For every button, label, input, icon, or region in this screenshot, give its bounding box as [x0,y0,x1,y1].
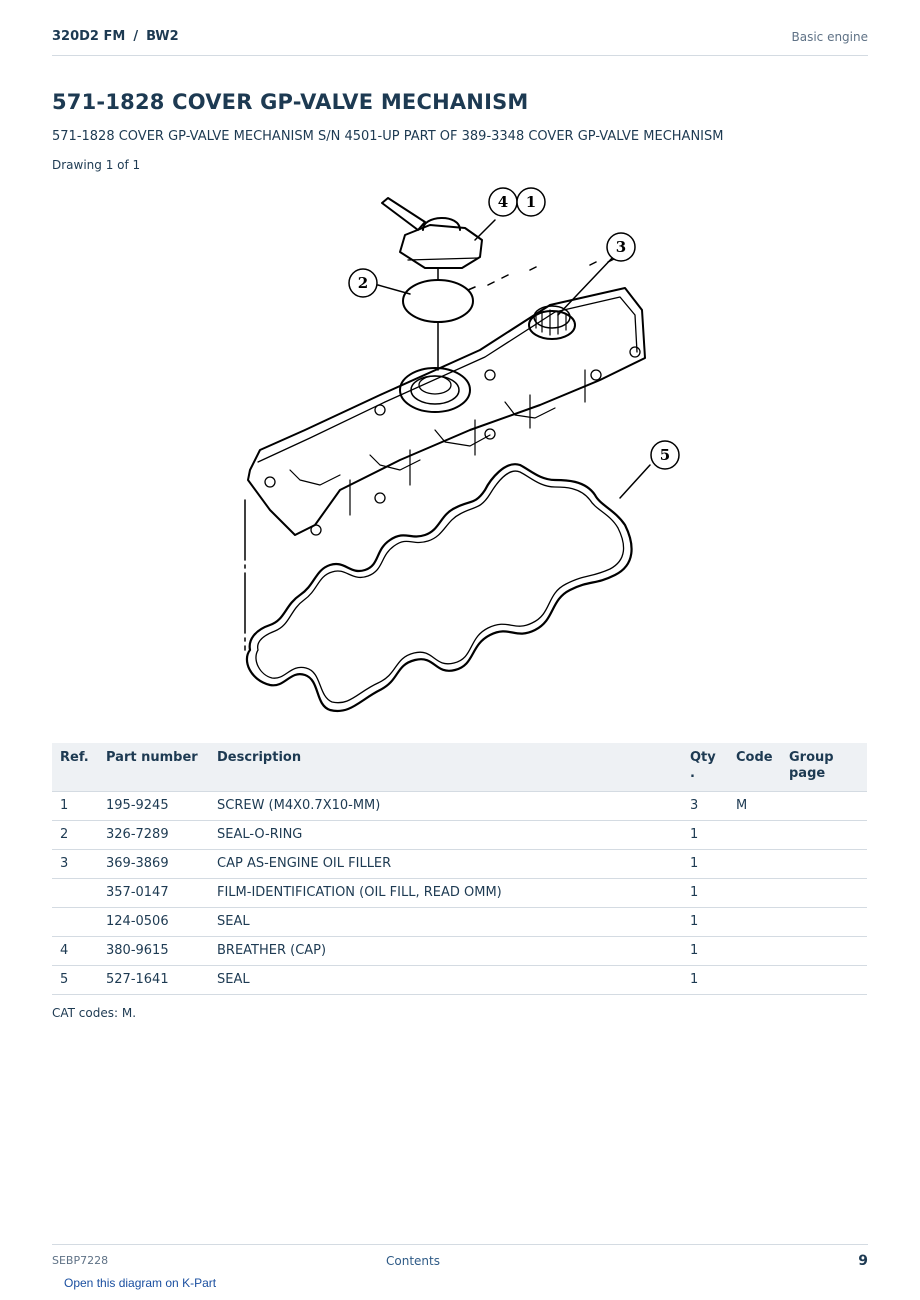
table-row [52,792,867,821]
col-code: Code [728,743,781,792]
page-footer [52,1244,868,1274]
document-id: SEBP7228 [52,1254,109,1267]
cell-part-number: 380-9615 [98,937,209,966]
cell-part-number: 124-0506 [98,908,209,937]
contents-link[interactable]: Contents [386,1254,440,1268]
col-group-page: Group page [781,743,867,792]
cell-ref: 3 [52,850,98,879]
open-diagram-kpart-link[interactable]: Open this diagram on K-Part [64,1276,217,1290]
page-subtitle: 571-1828 COVER GP-VALVE MECHANISM S/N 4501-UP PART OF 389-3348 COVER GP-VALVE MECHANISM [52,129,724,144]
cell-code [728,908,781,937]
cell-ref: 2 [52,821,98,850]
cell-code [728,850,781,879]
breadcrumb-separator: / [133,29,139,44]
col-description: Description [209,743,682,792]
callout-1-label: 1 [525,193,537,211]
cell-description: SEAL [209,908,682,937]
cell-group-page [781,850,867,879]
cell-qty: 1 [682,821,728,850]
cell-code [728,966,781,995]
cell-ref [52,879,98,908]
cell-code [728,937,781,966]
cell-ref: 5 [52,966,98,995]
callout-5-label: 5 [659,446,671,464]
table-row [52,908,867,937]
cell-description: BREATHER (CAP) [209,937,682,966]
parts-table [52,743,867,995]
cell-ref: 1 [52,792,98,821]
drawing-count: Drawing 1 of 1 [52,158,141,172]
cell-part-number: 527-1641 [98,966,209,995]
col-ref: Ref. [52,743,98,792]
breadcrumb-model: 320D2 FM [52,29,126,44]
breather-cap-part [400,225,482,268]
page-title: 571-1828 COVER GP-VALVE MECHANISM [52,90,529,114]
cell-group-page [781,792,867,821]
cell-qty: 1 [682,879,728,908]
table-row [52,821,867,850]
cell-group-page [781,937,867,966]
o-ring-part [403,280,473,322]
cell-code [728,821,781,850]
gasket-part [247,464,632,711]
page-number: 9 [858,1253,868,1269]
cell-code [728,879,781,908]
cell-description: SEAL [209,966,682,995]
table-row [52,850,867,879]
table-row [52,879,867,908]
breadcrumb-prefix: BW2 [146,29,179,44]
cell-part-number: 357-0147 [98,879,209,908]
cell-group-page [781,908,867,937]
cell-part-number: 369-3869 [98,850,209,879]
cell-qty: 1 [682,850,728,879]
cell-qty: 1 [682,966,728,995]
page-header [52,28,868,56]
breadcrumb [52,29,179,44]
col-qty: Qty . [682,743,728,792]
table-row [52,937,867,966]
cell-group-page [781,879,867,908]
cell-qty: 1 [682,937,728,966]
callout-3-label: 3 [615,238,627,256]
parts-table-header [52,743,867,792]
exploded-parts-diagram [230,180,690,725]
cell-ref: 4 [52,937,98,966]
callout-4-label: 4 [497,193,509,211]
cell-code: M [728,792,781,821]
cell-ref [52,908,98,937]
cell-qty: 3 [682,792,728,821]
cell-part-number: 326-7289 [98,821,209,850]
cat-codes-note: CAT codes: M. [52,1006,137,1020]
table-row [52,966,867,995]
cell-description: FILM-IDENTIFICATION (OIL FILL, READ OMM) [209,879,682,908]
cell-description: SCREW (M4X0.7X10-MM) [209,792,682,821]
cell-group-page [781,966,867,995]
col-part-number: Part number [98,743,209,792]
cell-part-number: 195-9245 [98,792,209,821]
section-name: Basic engine [791,30,868,44]
cell-group-page [781,821,867,850]
cell-description: SEAL-O-RING [209,821,682,850]
callout-2-label: 2 [357,274,369,292]
cell-qty: 1 [682,908,728,937]
cell-description: CAP AS-ENGINE OIL FILLER [209,850,682,879]
